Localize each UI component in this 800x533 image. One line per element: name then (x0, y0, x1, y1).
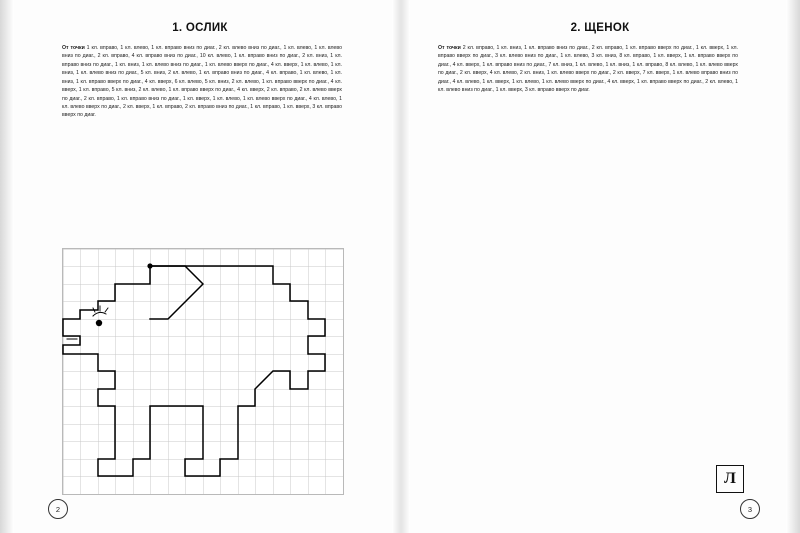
task-1-grid-wrap (62, 248, 344, 495)
task-1-lead: От точки (62, 45, 85, 51)
page-number-left: 2 (48, 499, 68, 519)
right-page (400, 0, 800, 533)
task-2-lead: От точки (438, 45, 461, 51)
task-2-instructions-text: 2 кл. вправо, 1 кл. вниз, 1 кл. вправо вниз по диаг., 2 кл. вправо, 1 кл. вправо вверх по диаг., 1 кл. вверх, 1 кл. вправо вверх по диаг., 3 кл. влево вниз по диаг., 1 кл. влево, 3 кл. вниз, 8 кл. вправо, 1 кл. вверх, 1 кл. вправо вверх по диаг., 4 кл. вверх, 1 кл. вправо вниз по диаг., 7 кл. вниз, 1 кл. влево, 1 кл. вниз, 1 кл. вправо, 8 кл. влево, 1 кл. влево вверх по диаг., 2 кл. вверх, 4 кл. влево, 2 кл. вниз, 1 кл. влево вверх по диаг., 2 кл. вверх, 7 кл. вверх, 1 кл. влево вправо вниз по диаг., 4 кл. влево, 1 кл. вверх, 1 кл. влево, 1 кл. влево вверх по диаг., 4 кл. вверх, 1 кл. вправо вверх по диаг., 2 кл. влево, 1 кл. влево вниз по диаг., 1 кл. вверх, 3 кл. вправо вверх по диаг. (438, 45, 738, 94)
task-1-drawing-donkey (63, 249, 343, 494)
task-1-instructions (62, 44, 342, 120)
task-1-title: 1. ОСЛИК (172, 22, 228, 34)
page-edge-shadow-left (0, 0, 14, 533)
task-1-instructions-text: 1 кл. вправо, 1 кл. влево, 1 кл. вправо вниз по диаг., 2 кл. влево вниз по диаг., 1 кл. влево, 1 кл. влево вниз по диаг., 2 кл. вправо, 4 кл. вправо вниз по диаг., 10 кл. влево, 1 кл. вправо вниз по диаг., 2 кл. вниз, 1 кл. вправо вниз по диаг., 1 кл. вниз, 1 кл. влево вниз по диаг., 1 кл. влево вверх по диаг., 4 кл. вверх, 1 кл. влево, 1 кл. вниз, 1 кл. влево вниз по диаг., 5 кл. вниз, 2 кл. влево, 1 кл. вправо вниз по диаг., 4 кл. вправо, 1 кл. влево, 1 кл. вниз, 1 кл. вправо вверх по диаг., 4 кл. вверх, 6 кл. влево, 5 кл. вниз, 2 кл. влево, 1 кл. вправо вверх по диаг., 4 кл. вверх, 1 кл. вправо, 5 кл. вниз, 2 кл. влево, 1 кл. вправо вверх по диаг., 4 кл. вверх, 2 кл. вправо, 2 кл. влево вверх по диаг., 2 кл. вправо, 1 кл. вправо вниз по диаг., 1 кл. вверх, 1 кл. влево, 1 кл. влево вверх по диаг., 4 кл. влево, 1 кл. влево вверх по диаг., 2 кл. вверх, 1 кл. вправо, 2 кл. вправо вниз по диаг., 1 кл. вправо, 1 кл. вверх, 3 кл. вправо вверх по диаг. (62, 45, 342, 119)
task-2-instructions (438, 44, 738, 95)
book-gutter (392, 0, 410, 533)
publisher-logo: Л (716, 465, 744, 493)
task-2-title: 2. ЩЕНОК (570, 22, 630, 34)
page-number-right: 3 (740, 499, 760, 519)
task-2-title-wrap (400, 22, 800, 34)
task-1-title-wrap (0, 22, 400, 34)
task-1-grid (62, 248, 344, 495)
page-edge-shadow-right (786, 0, 800, 533)
